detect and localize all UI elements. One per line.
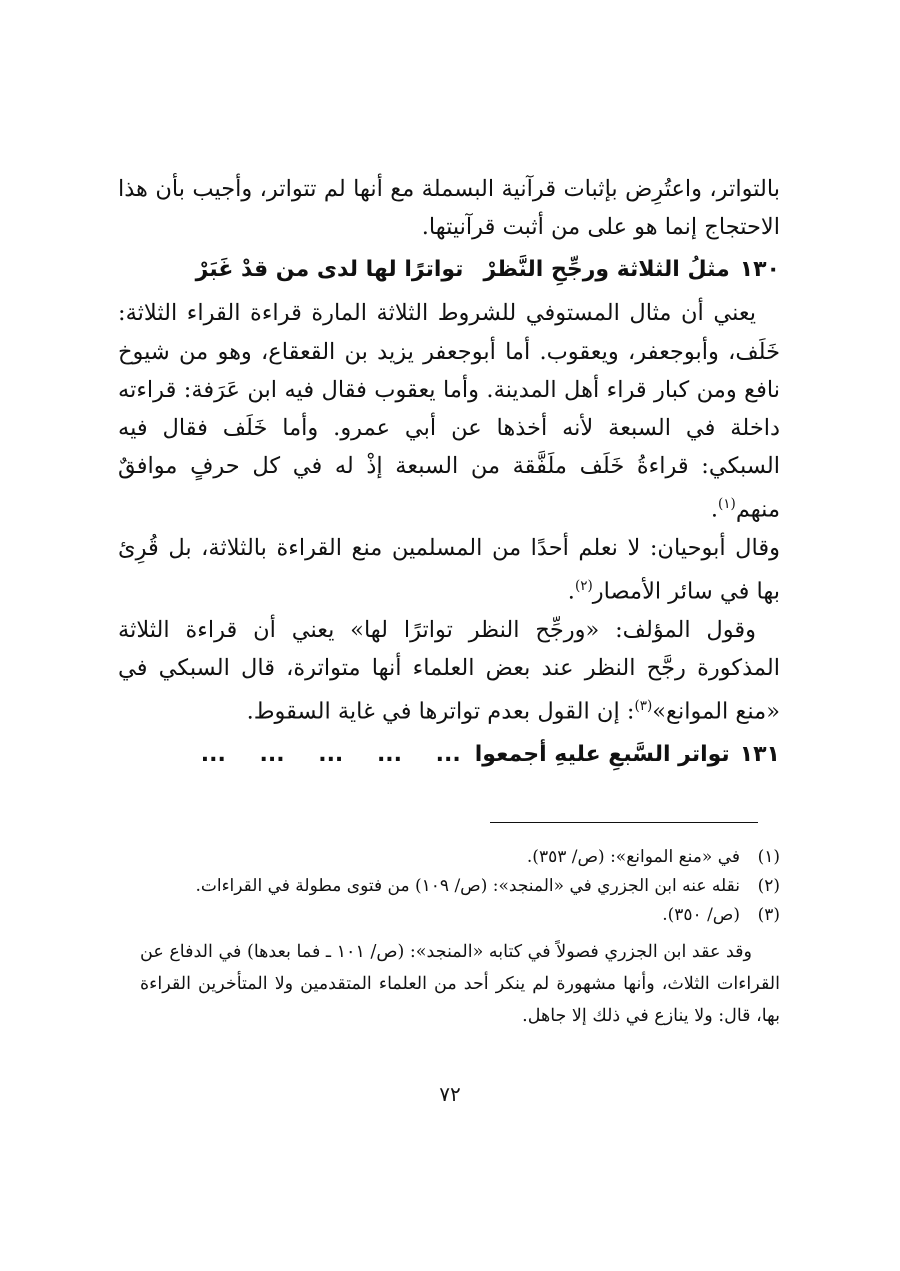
footnote-1 xyxy=(140,843,780,872)
paragraph-2-text: يعني أن مثال المستوفي للشروط الثلاثة المارة قراءة القراء الثلاثة: خَلَف، وأبوجعفر، ويعقوب. أما أبوجعفر يزيد بن القعقاع، وهو من شيوخ نافع ومن كبار قراء أهل المدينة. وأما يعقوب فقال فيه ابن عَرَفة: قراءته داخلة في السبعة لأنه أخذها عن أبي عمرو. وأما خَلَف فقال فيه السبكي: قراءةُ خَلَف ملَفَّقة من السبعة إذْ له في كل حرفٍ موافقٌ منهم xyxy=(118,300,780,523)
verse-131 xyxy=(118,731,780,779)
footnote-ref-3: (٣) xyxy=(634,698,653,715)
verse-number: ١٣١ xyxy=(739,742,780,768)
footnote-ref-1: (١) xyxy=(717,496,736,513)
paragraph-2-end: . xyxy=(710,496,718,523)
page-number: ٧٢ xyxy=(439,1082,461,1106)
footnote-3 xyxy=(140,901,780,930)
paragraph-4 xyxy=(118,611,780,731)
verse-second-half: تواترًا لها لدى من قدْ غَبَرْ xyxy=(195,257,464,283)
verse-first-half: مثلُ الثلاثة ورجِّحِ النَّظرْ xyxy=(483,257,730,283)
verse-number: ١٣٠ xyxy=(739,257,780,283)
verse-ellipsis: ... ... ... ... ... xyxy=(200,742,461,768)
paragraph-3-text: وقال أبوحيان: لا نعلم أحدًا من المسلمين منع القراءة بالثلاثة، بل قُرِئ بها في سائر الأمصار xyxy=(118,535,780,605)
paragraph-2 xyxy=(118,294,780,529)
footnote-3-continuation: وقد عقد ابن الجزري فصولاً في كتابه «المنجد»: (ص/ ١٠١ ـ فما بعدها) في الدفاع عن القراءات الثلاث، وأنها مشهورة لم ينكر أحد من العلماء المتقدمين ولا المتأخرين القراءة بها، قال: ولا ينازع في ذلك إلا جاهل. xyxy=(140,942,780,1026)
main-text xyxy=(118,170,780,779)
footnote-number: (٣) xyxy=(757,905,780,925)
verse-130 xyxy=(118,246,780,294)
footnote-ref-2: (٢) xyxy=(574,578,593,595)
footnote-text: في «منع الموانع»: (ص/ ٣٥٣). xyxy=(526,847,740,867)
footnote-text: (ص/ ٣٥٠). xyxy=(662,905,740,925)
paragraph-3-end: . xyxy=(567,578,575,605)
footnote-2 xyxy=(140,872,780,901)
footnote-number: (١) xyxy=(757,847,780,867)
footnote-text: نقله عنه ابن الجزري في «المنجد»: (ص/ ١٠٩) من فتوى مطولة في القراءات. xyxy=(195,876,740,896)
footnotes xyxy=(140,843,780,1050)
paragraph-4-text-end: : إن القول بعدم تواترها في غاية السقوط. xyxy=(246,698,635,725)
footnote-number: (٢) xyxy=(757,876,780,896)
paragraph-1: بالتواتر، واعتُرِض بإثبات قرآنية البسملة مع أنها لم تتواتر، وأجيب بأن هذا الاحتجاج إنما هو على من أثبت قرآنيتها. xyxy=(118,176,780,241)
paragraph-4-text: وقول المؤلف: «ورجِّح النظر تواترًا لها» يعني أن قراءة الثلاثة المذكورة رجَّح النظر عند بعض العلماء أنها متواترة، قال السبكي في «منع الموانع» xyxy=(118,617,780,725)
footnote-separator xyxy=(490,822,758,823)
paragraph-3 xyxy=(118,529,780,611)
verse-first-half: تواتر السَّبعِ عليهِ أجمعوا xyxy=(474,742,730,768)
